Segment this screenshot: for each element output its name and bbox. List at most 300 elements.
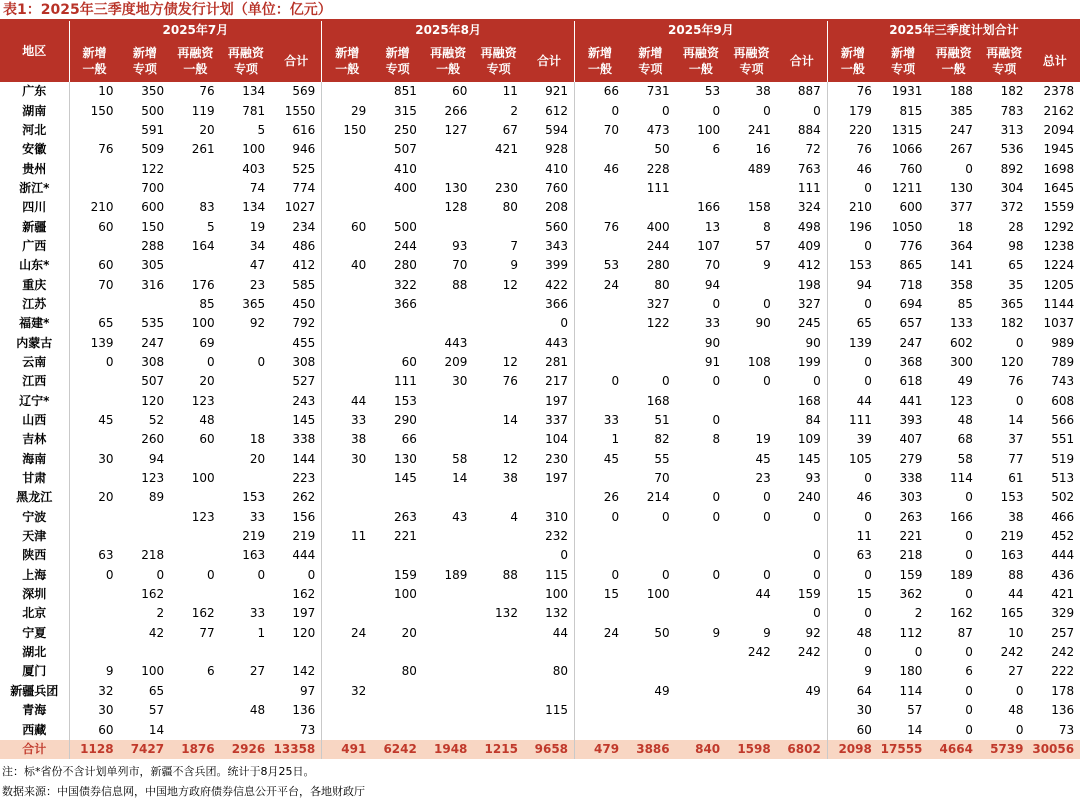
value-cell: 0 bbox=[575, 566, 626, 585]
value-cell: 616 bbox=[292, 122, 316, 137]
value-cell bbox=[69, 372, 120, 391]
value-cell: 61 bbox=[1008, 471, 1024, 486]
value-cell bbox=[777, 701, 828, 720]
value-cell bbox=[120, 643, 171, 662]
value-cell bbox=[170, 643, 221, 662]
value-cell: 5 bbox=[207, 219, 215, 234]
value-cell: 130 bbox=[950, 180, 973, 195]
value-cell: 32 bbox=[69, 682, 120, 701]
value-cell: 199 bbox=[797, 354, 821, 369]
region-cell: 安徽 bbox=[22, 142, 47, 157]
table-row bbox=[0, 624, 1080, 643]
value-cell: 1945 bbox=[1043, 142, 1075, 157]
value-cell: 0 bbox=[827, 604, 878, 623]
value-cell: 0 bbox=[156, 567, 165, 582]
value-cell: 189 bbox=[950, 567, 973, 582]
value-cell: 0 bbox=[965, 703, 973, 718]
sub-header-cell bbox=[322, 40, 373, 82]
region-cell: 贵州 bbox=[22, 161, 47, 176]
region-cell: 西藏 bbox=[22, 722, 47, 737]
value-cell bbox=[322, 469, 373, 488]
value-cell bbox=[423, 624, 474, 643]
sub-header-cell bbox=[372, 40, 423, 82]
value-cell: 421 bbox=[1051, 587, 1075, 602]
value-cell bbox=[322, 508, 373, 527]
sub-header-label: 新增 bbox=[638, 46, 663, 60]
value-cell: 9 bbox=[69, 662, 120, 681]
value-cell: 0 bbox=[1015, 335, 1024, 350]
value-cell bbox=[322, 372, 373, 391]
sub-header-label: 一般 bbox=[941, 62, 966, 76]
value-cell: 76 bbox=[502, 374, 518, 389]
value-cell bbox=[575, 392, 626, 411]
table-row bbox=[0, 527, 1080, 546]
value-cell: 0 bbox=[965, 529, 973, 544]
value-cell bbox=[69, 508, 120, 527]
value-cell: 66 bbox=[575, 82, 626, 101]
value-cell: 507 bbox=[141, 374, 165, 389]
value-cell: 585 bbox=[292, 277, 316, 292]
value-cell: 260 bbox=[141, 432, 165, 447]
value-cell: 280 bbox=[393, 258, 417, 273]
value-cell bbox=[322, 179, 373, 198]
value-cell: 163 bbox=[242, 548, 266, 563]
value-cell bbox=[221, 643, 272, 662]
value-cell bbox=[170, 701, 221, 720]
value-cell bbox=[322, 604, 373, 623]
table-row bbox=[0, 430, 1080, 449]
value-cell: 280 bbox=[646, 258, 670, 273]
value-cell: 19 bbox=[755, 432, 771, 447]
value-cell: 221 bbox=[899, 529, 923, 544]
value-cell: 159 bbox=[797, 587, 821, 602]
value-cell: 241 bbox=[747, 122, 771, 137]
table-row bbox=[0, 662, 1080, 681]
value-cell: 111 bbox=[827, 411, 878, 430]
value-cell: 400 bbox=[646, 219, 670, 234]
value-cell: 90 bbox=[805, 335, 821, 350]
value-cell: 242 bbox=[747, 645, 771, 660]
sub-header-cell bbox=[473, 40, 524, 82]
total-row bbox=[0, 740, 1080, 759]
value-cell: 0 bbox=[965, 683, 973, 698]
value-cell: 1698 bbox=[1043, 161, 1075, 176]
value-cell bbox=[726, 333, 777, 352]
value-cell bbox=[170, 682, 221, 701]
value-cell: 377 bbox=[950, 200, 973, 215]
value-cell: 145 bbox=[797, 451, 821, 466]
value-cell: 887 bbox=[797, 84, 821, 99]
value-cell: 150 bbox=[322, 121, 373, 140]
value-cell: 358 bbox=[950, 277, 973, 292]
sub-header-cell bbox=[726, 40, 777, 82]
value-cell bbox=[575, 314, 626, 333]
value-cell: 134 bbox=[242, 200, 266, 215]
value-cell: 694 bbox=[899, 296, 923, 311]
value-cell: 327 bbox=[646, 296, 670, 311]
value-cell: 0 bbox=[712, 413, 721, 428]
header-group-row bbox=[0, 21, 1080, 40]
value-cell: 2 bbox=[510, 103, 518, 118]
value-cell bbox=[372, 333, 423, 352]
value-cell bbox=[777, 662, 828, 681]
value-cell bbox=[473, 662, 524, 681]
group-header-september: 2025年9月 bbox=[575, 21, 828, 40]
value-cell: 892 bbox=[1000, 161, 1024, 176]
value-cell bbox=[575, 353, 626, 372]
table-row bbox=[0, 469, 1080, 488]
value-cell: 10 bbox=[1008, 625, 1024, 640]
table-row bbox=[0, 701, 1080, 720]
value-cell: 33 bbox=[249, 509, 266, 524]
value-cell: 519 bbox=[1051, 451, 1075, 466]
value-cell: 0 bbox=[712, 103, 721, 118]
value-cell: 569 bbox=[292, 84, 316, 99]
value-cell: 123 bbox=[191, 393, 215, 408]
value-cell: 0 bbox=[813, 374, 821, 389]
value-cell: 11 bbox=[502, 84, 518, 99]
value-cell: 45 bbox=[755, 451, 771, 466]
value-cell bbox=[726, 720, 777, 739]
value-cell: 33 bbox=[704, 316, 721, 331]
sub-header-label: 新增 bbox=[588, 46, 613, 60]
value-cell: 509 bbox=[141, 142, 165, 157]
value-cell: 158 bbox=[747, 200, 771, 215]
value-cell: 76 bbox=[827, 140, 878, 159]
value-cell: 77 bbox=[199, 625, 215, 640]
value-cell: 338 bbox=[292, 432, 316, 447]
value-cell: 24 bbox=[575, 624, 626, 643]
value-cell: 57 bbox=[755, 238, 771, 253]
value-cell: 0 bbox=[763, 509, 771, 524]
header-sub-row bbox=[0, 40, 1080, 82]
total-value-cell: 7427 bbox=[120, 740, 171, 759]
value-cell: 44 bbox=[755, 587, 771, 602]
value-cell: 48 bbox=[827, 624, 878, 643]
value-cell bbox=[322, 159, 373, 178]
value-cell: 115 bbox=[545, 703, 569, 718]
value-cell: 85 bbox=[199, 296, 215, 311]
value-cell: 0 bbox=[813, 567, 821, 582]
value-cell: 37 bbox=[1008, 432, 1024, 447]
value-cell bbox=[423, 295, 474, 314]
value-cell: 88 bbox=[502, 567, 518, 582]
value-cell bbox=[473, 392, 524, 411]
value-cell bbox=[170, 527, 221, 546]
value-cell: 80 bbox=[552, 664, 569, 679]
table-row bbox=[0, 140, 1080, 159]
table-row bbox=[0, 314, 1080, 333]
value-cell bbox=[423, 604, 474, 623]
value-cell: 65 bbox=[827, 314, 878, 333]
value-cell: 0 bbox=[661, 374, 670, 389]
value-cell: 150 bbox=[141, 219, 165, 234]
value-cell bbox=[69, 179, 120, 198]
value-cell: 536 bbox=[1000, 142, 1024, 157]
table-row bbox=[0, 121, 1080, 140]
value-cell: 112 bbox=[899, 625, 923, 640]
value-cell: 105 bbox=[827, 450, 878, 469]
value-cell: 0 bbox=[827, 566, 878, 585]
value-cell: 2094 bbox=[1043, 122, 1075, 137]
value-cell: 362 bbox=[899, 587, 923, 602]
value-cell: 409 bbox=[797, 238, 821, 253]
value-cell: 104 bbox=[545, 432, 569, 447]
value-cell: 44 bbox=[552, 625, 569, 640]
value-cell: 60 bbox=[69, 256, 120, 275]
value-cell: 1027 bbox=[284, 200, 316, 215]
value-cell bbox=[322, 314, 373, 333]
value-cell: 165 bbox=[1000, 606, 1024, 621]
value-cell: 450 bbox=[292, 296, 316, 311]
value-cell: 44 bbox=[322, 392, 373, 411]
value-cell: 441 bbox=[899, 393, 923, 408]
value-cell: 52 bbox=[148, 413, 165, 428]
value-cell: 159 bbox=[393, 567, 417, 582]
value-cell: 365 bbox=[242, 296, 266, 311]
value-cell: 466 bbox=[1051, 509, 1075, 524]
region-cell: 吉林 bbox=[22, 432, 47, 447]
value-cell: 410 bbox=[393, 161, 417, 176]
value-cell: 153 bbox=[1000, 490, 1024, 505]
value-cell: 66 bbox=[401, 432, 417, 447]
value-cell: 221 bbox=[393, 529, 417, 544]
value-cell: 123 bbox=[191, 509, 215, 524]
value-cell bbox=[625, 720, 676, 739]
value-cell: 64 bbox=[827, 682, 878, 701]
total-value-cell: 4664 bbox=[928, 740, 979, 759]
sub-header-cell bbox=[120, 40, 171, 82]
value-cell bbox=[524, 720, 575, 739]
value-cell bbox=[575, 469, 626, 488]
table-row bbox=[0, 101, 1080, 120]
value-cell: 366 bbox=[545, 296, 569, 311]
region-cell: 四川 bbox=[22, 200, 47, 215]
value-cell bbox=[221, 372, 272, 391]
value-cell: 865 bbox=[899, 258, 923, 273]
region-cell: 青海 bbox=[22, 703, 47, 718]
value-cell: 0 bbox=[914, 645, 923, 660]
region-cell: 广西 bbox=[22, 238, 47, 253]
value-cell: 208 bbox=[545, 200, 569, 215]
value-cell bbox=[726, 392, 777, 411]
value-cell: 244 bbox=[646, 238, 670, 253]
region-cell: 上海 bbox=[22, 567, 47, 582]
value-cell: 120 bbox=[141, 393, 165, 408]
value-cell: 153 bbox=[393, 393, 417, 408]
value-cell: 1066 bbox=[891, 142, 923, 157]
value-cell bbox=[69, 527, 120, 546]
value-cell: 163 bbox=[1000, 548, 1024, 563]
value-cell bbox=[170, 720, 221, 739]
value-cell: 0 bbox=[69, 566, 120, 585]
value-cell: 20 bbox=[401, 625, 417, 640]
value-cell: 9 bbox=[763, 258, 771, 273]
value-cell bbox=[676, 643, 727, 662]
region-cell: 山东* bbox=[19, 258, 50, 273]
value-cell: 127 bbox=[444, 122, 468, 137]
value-cell: 612 bbox=[545, 103, 569, 118]
value-cell: 9 bbox=[827, 662, 878, 681]
sub-header-cell bbox=[423, 40, 474, 82]
value-cell: 24 bbox=[575, 275, 626, 294]
value-cell: 884 bbox=[797, 122, 821, 137]
value-cell: 27 bbox=[249, 664, 266, 679]
sub-header-label: 一般 bbox=[183, 62, 208, 76]
value-cell: 0 bbox=[763, 567, 771, 582]
value-cell bbox=[69, 643, 120, 662]
value-cell: 35 bbox=[1008, 277, 1024, 292]
bond-issuance-table bbox=[0, 21, 1080, 759]
value-cell bbox=[473, 333, 524, 352]
value-cell bbox=[322, 720, 373, 739]
value-cell: 316 bbox=[141, 277, 165, 292]
value-cell: 763 bbox=[797, 161, 821, 176]
value-cell: 92 bbox=[805, 625, 821, 640]
value-cell bbox=[676, 546, 727, 565]
table-row bbox=[0, 508, 1080, 527]
value-cell: 525 bbox=[292, 161, 316, 176]
value-cell: 324 bbox=[797, 200, 821, 215]
sub-header-label: 总计 bbox=[1042, 54, 1067, 68]
value-cell bbox=[676, 585, 727, 604]
value-cell: 60 bbox=[452, 84, 468, 99]
value-cell bbox=[322, 353, 373, 372]
sub-header-label: 再融资 bbox=[480, 46, 517, 60]
value-cell: 107 bbox=[697, 238, 721, 253]
sub-header-label: 再融资 bbox=[177, 46, 214, 60]
value-cell: 111 bbox=[797, 180, 821, 195]
table-row bbox=[0, 237, 1080, 256]
value-cell: 60 bbox=[827, 720, 878, 739]
value-cell: 657 bbox=[899, 316, 923, 331]
table-row bbox=[0, 546, 1080, 565]
value-cell bbox=[575, 546, 626, 565]
value-cell: 608 bbox=[1051, 393, 1075, 408]
value-cell bbox=[575, 701, 626, 720]
value-cell bbox=[423, 720, 474, 739]
value-cell bbox=[575, 527, 626, 546]
value-cell bbox=[372, 720, 423, 739]
value-cell bbox=[473, 701, 524, 720]
value-cell: 0 bbox=[965, 722, 973, 737]
value-cell: 247 bbox=[141, 335, 165, 350]
sub-header-cell bbox=[928, 40, 979, 82]
value-cell: 34 bbox=[249, 238, 266, 253]
value-cell: 789 bbox=[1051, 354, 1075, 369]
value-cell bbox=[69, 295, 120, 314]
value-cell bbox=[170, 159, 221, 178]
total-value-cell: 491 bbox=[322, 740, 373, 759]
value-cell: 98 bbox=[1008, 238, 1024, 253]
value-cell: 28 bbox=[1008, 219, 1024, 234]
total-value-cell: 1215 bbox=[473, 740, 524, 759]
value-cell: 473 bbox=[646, 122, 670, 137]
region-cell: 宁夏 bbox=[22, 625, 47, 640]
value-cell bbox=[473, 217, 524, 236]
value-cell: 263 bbox=[393, 509, 417, 524]
sub-header-cell bbox=[221, 40, 272, 82]
value-cell: 400 bbox=[393, 180, 417, 195]
value-cell: 228 bbox=[646, 161, 670, 176]
value-cell bbox=[69, 604, 120, 623]
footnote: 注：标*省份不含计划单列市，新疆不含兵团。统计于8月25日。 bbox=[2, 765, 315, 778]
value-cell: 38 bbox=[322, 430, 373, 449]
value-cell: 921 bbox=[545, 84, 569, 99]
value-cell: 851 bbox=[393, 84, 417, 99]
value-cell: 566 bbox=[1051, 413, 1075, 428]
value-cell: 281 bbox=[545, 354, 569, 369]
sub-header-label: 一般 bbox=[436, 62, 461, 76]
value-cell: 0 bbox=[827, 469, 878, 488]
value-cell: 718 bbox=[899, 277, 923, 292]
total-value-cell: 840 bbox=[676, 740, 727, 759]
value-cell bbox=[575, 295, 626, 314]
value-cell: 0 bbox=[712, 509, 721, 524]
value-cell: 594 bbox=[545, 122, 569, 137]
value-cell: 100 bbox=[242, 142, 266, 157]
value-cell bbox=[575, 179, 626, 198]
value-cell: 393 bbox=[899, 413, 923, 428]
value-cell: 9 bbox=[763, 625, 771, 640]
value-cell: 164 bbox=[191, 238, 215, 253]
value-cell: 279 bbox=[899, 451, 923, 466]
sub-header-label: 再融资 bbox=[227, 46, 264, 60]
value-cell bbox=[69, 159, 120, 178]
total-value-cell: 3886 bbox=[625, 740, 676, 759]
sub-header-label: 一般 bbox=[335, 62, 360, 76]
value-cell: 47 bbox=[249, 258, 266, 273]
value-cell: 82 bbox=[654, 432, 670, 447]
value-cell: 100 bbox=[191, 471, 215, 486]
value-cell bbox=[372, 546, 423, 565]
value-cell: 42 bbox=[148, 625, 165, 640]
table-title: 表1：2025年三季度地方债发行计划（单位：亿元） bbox=[3, 2, 332, 18]
value-cell: 443 bbox=[444, 335, 468, 350]
value-cell: 65 bbox=[1008, 258, 1024, 273]
region-cell: 湖南 bbox=[22, 103, 47, 118]
value-cell: 551 bbox=[1051, 432, 1075, 447]
value-cell: 44 bbox=[1008, 587, 1024, 602]
value-cell bbox=[322, 140, 373, 159]
value-cell bbox=[423, 392, 474, 411]
value-cell: 76 bbox=[827, 82, 878, 101]
value-cell: 0 bbox=[965, 490, 973, 505]
value-cell: 760 bbox=[899, 161, 923, 176]
value-cell: 50 bbox=[654, 142, 670, 157]
value-cell: 48 bbox=[957, 413, 973, 428]
value-cell: 132 bbox=[495, 606, 518, 621]
value-cell: 774 bbox=[292, 180, 316, 195]
value-cell: 0 bbox=[661, 103, 670, 118]
value-cell: 436 bbox=[1051, 567, 1075, 582]
value-cell: 502 bbox=[1051, 490, 1075, 505]
value-cell: 600 bbox=[141, 200, 165, 215]
value-cell: 197 bbox=[292, 606, 316, 621]
value-cell: 87 bbox=[957, 625, 973, 640]
value-cell bbox=[726, 411, 777, 430]
value-cell: 989 bbox=[1051, 335, 1075, 350]
value-cell: 343 bbox=[545, 238, 569, 253]
value-cell: 166 bbox=[697, 200, 721, 215]
value-cell: 1238 bbox=[1043, 238, 1075, 253]
value-cell: 266 bbox=[444, 103, 468, 118]
value-cell: 602 bbox=[950, 335, 973, 350]
sub-header-cell bbox=[69, 40, 120, 82]
value-cell: 50 bbox=[654, 625, 670, 640]
value-cell: 16 bbox=[755, 142, 771, 157]
table-row bbox=[0, 566, 1080, 585]
